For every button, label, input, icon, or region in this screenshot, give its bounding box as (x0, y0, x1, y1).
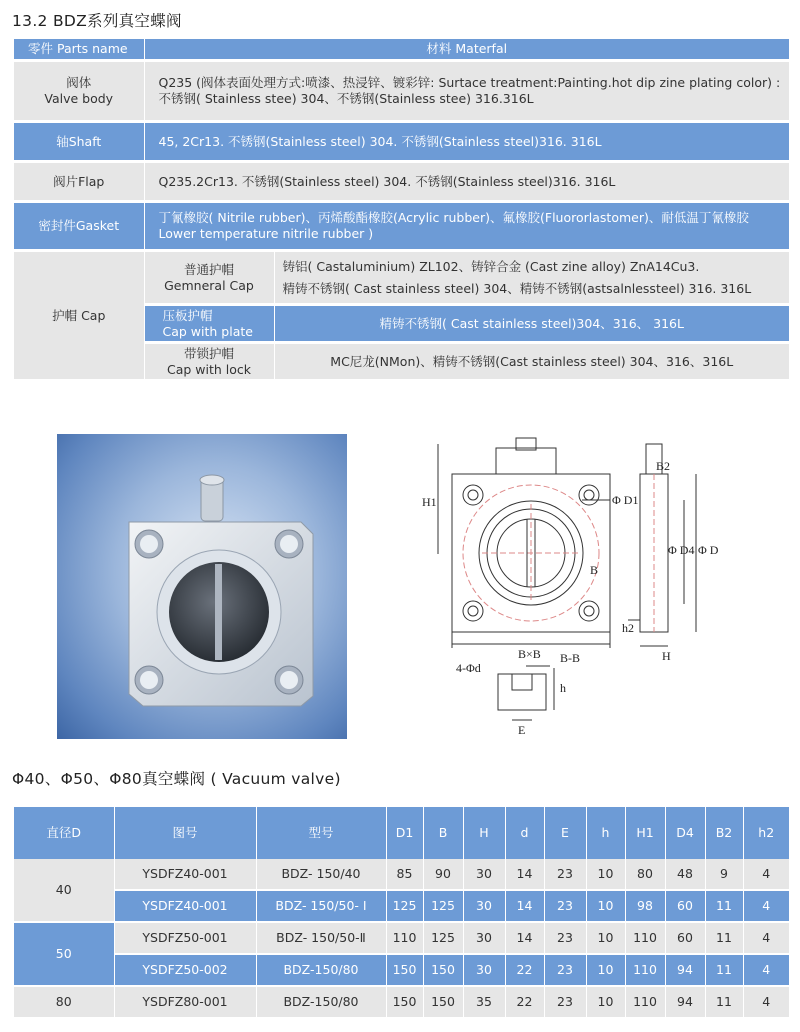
spec-cell: 80 (625, 859, 665, 890)
spec-cell: 30 (463, 954, 505, 986)
spec-diameter-cell: 80 (14, 986, 114, 1018)
cap-material (274, 251, 790, 305)
spec-cell: 30 (463, 890, 505, 922)
spec-cell: 90 (423, 859, 463, 890)
spec-cell: 125 (423, 922, 463, 954)
product-photo (57, 434, 347, 739)
spec-cell: 150 (423, 954, 463, 986)
spec-cell: 10 (586, 922, 625, 954)
cap-material-line: 铸铝( Castaluminium) ZL102、铸锌合金 (Cast zine alloy) ZnA14Cu3. (282, 258, 700, 274)
spec-header-cell: H1 (625, 807, 665, 859)
spec-cell: YSDFZ80-001 (114, 986, 256, 1018)
material-row-flap (14, 162, 790, 202)
dim-e: E (518, 723, 526, 737)
spec-cell: 94 (665, 954, 705, 986)
spec-cell: 23 (544, 954, 586, 986)
dim-d: Φ D (698, 543, 719, 557)
spec-header-cell: B2 (705, 807, 743, 859)
section-label: B-B (560, 651, 581, 665)
spec-cell: 94 (665, 986, 705, 1018)
spec-cell: 150 (386, 954, 423, 986)
spec-cell: 14 (505, 859, 544, 890)
spec-cell: 48 (665, 859, 705, 890)
materials-table (14, 39, 790, 382)
dim-d1: Φ D1 (612, 493, 639, 507)
material-row-valve-body (14, 61, 790, 122)
material-header: 材料 Materfal (144, 39, 790, 61)
dim-h2: h2 (622, 621, 634, 635)
spec-header-cell: h2 (743, 807, 790, 859)
cap-type-en: Cap with plate (162, 323, 253, 339)
spec-header-cell: 型号 (256, 807, 386, 859)
spec-header-cell: D1 (386, 807, 423, 859)
material-text: Q235.2Cr13. 不锈钢(Stainless steel) 304. 不锈钢(Stainless steel)316. 316L (144, 162, 790, 202)
spec-cell: 4 (743, 986, 790, 1018)
spec-cell: 9 (705, 859, 743, 890)
spec-cell: 23 (544, 922, 586, 954)
spec-header-row (14, 807, 790, 859)
spec-cell: BDZ-150/80 (256, 954, 386, 986)
spec-cell: 10 (586, 954, 625, 986)
cap-type (144, 251, 274, 305)
material-row-gasket (14, 202, 790, 251)
materials-header-row (14, 39, 790, 61)
dim-H: H (662, 649, 671, 663)
part-name: 轴Shaft (14, 122, 144, 162)
spec-row (14, 922, 790, 954)
spec-row (14, 859, 790, 890)
spec-cell: 4 (743, 922, 790, 954)
dim-d4: Φ D4 (668, 543, 695, 557)
spec-cell: 11 (705, 954, 743, 986)
spec-cell: 11 (705, 986, 743, 1018)
dim-small-h: h (560, 681, 566, 695)
spec-cell: 4 (743, 890, 790, 922)
spec-cell: 23 (544, 859, 586, 890)
cap-type (144, 343, 274, 381)
section-title: 13.2 BDZ系列真空蝶阀 (12, 12, 182, 30)
spec-cell: 23 (544, 986, 586, 1018)
spec-header-cell: d (505, 807, 544, 859)
dim-h1: H1 (422, 495, 437, 509)
dim-bxb: B×B (518, 647, 541, 661)
spec-cell: 10 (586, 890, 625, 922)
part-name-en: Valve body (44, 91, 114, 106)
spec-cell: 60 (665, 922, 705, 954)
cap-type-en: Gemneral Cap (164, 277, 254, 293)
spec-cell: 22 (505, 986, 544, 1018)
spec-row (14, 890, 790, 922)
material-text: Q235 (阀体表面处理方式:喷漆、热浸锌、镀彩锌: Surtace treatment:Painting.hot dip zine plating color) :不锈钢( Stainless stee) 304、不锈钢(Stainless stee) 316.316L (144, 61, 790, 122)
part-name: 密封件Gasket (14, 202, 144, 251)
spec-cell: 110 (386, 922, 423, 954)
material-row-cap-general (14, 251, 790, 305)
spec-table (14, 807, 790, 1019)
spec-cell: 4 (743, 954, 790, 986)
spec-cell: YSDFZ50-001 (114, 922, 256, 954)
spec-cell: 85 (386, 859, 423, 890)
dim-holes: 4-Φd (456, 661, 481, 675)
spec-cell: 30 (463, 922, 505, 954)
spec-cell: 110 (625, 954, 665, 986)
spec-cell: 60 (665, 890, 705, 922)
cap-material: 精铸不锈钢( Cast stainless steel)304、316、 316L (274, 305, 790, 343)
spec-cell: 98 (625, 890, 665, 922)
spec-cell: 4 (743, 859, 790, 890)
spec-header-cell: 直径D (14, 807, 114, 859)
spec-cell: 11 (705, 890, 743, 922)
spec-cell: 10 (586, 859, 625, 890)
spec-cell: BDZ- 150/50- Ⅰ (256, 890, 386, 922)
material-row-shaft (14, 122, 790, 162)
spec-cell: 23 (544, 890, 586, 922)
spec-cell: 125 (423, 890, 463, 922)
spec-cell: 35 (463, 986, 505, 1018)
spec-cell: YSDFZ50-002 (114, 954, 256, 986)
cap-type-en: Cap with lock (166, 361, 252, 377)
spec-header-cell: D4 (665, 807, 705, 859)
cap-type-cn: 压板护帽 (162, 307, 213, 323)
valve-photo-illustration (57, 434, 347, 739)
spec-cell: 150 (423, 986, 463, 1018)
spec-cell: 150 (386, 986, 423, 1018)
section-title: Φ40、Φ50、Φ80真空蝶阀 ( Vacuum valve) (12, 770, 341, 788)
spec-diameter-cell: 50 (14, 922, 114, 986)
cap-type-cn: 带锁护帽 (183, 345, 234, 361)
part-name-cn: 阀体 (66, 75, 92, 90)
spec-cell: 125 (386, 890, 423, 922)
spec-header-cell: h (586, 807, 625, 859)
material-text: 丁氰橡胶( Nitrile rubber)、丙烯酸酯橡胶(Acrylic rubber)、氟橡胶(Fluororlastomer)、耐低温丁氰橡胶 Lower temperature nitrile rubber ) (144, 202, 790, 251)
cap-material: MC尼龙(NMon)、精铸不锈钢(Cast stainless steel) 304、316、316L (274, 343, 790, 381)
part-name (14, 61, 144, 122)
spec-row (14, 954, 790, 986)
spec-diameter-cell: 40 (14, 859, 114, 922)
spec-cell: YSDFZ40-001 (114, 890, 256, 922)
spec-cell: 14 (505, 890, 544, 922)
spec-header-cell: H (463, 807, 505, 859)
spec-cell: 22 (505, 954, 544, 986)
technical-drawing (400, 434, 730, 739)
cap-type-cn: 普通护帽 (183, 261, 234, 277)
spec-header-cell: 图号 (114, 807, 256, 859)
spec-cell: BDZ- 150/40 (256, 859, 386, 890)
spec-cell: YSDFZ40-001 (114, 859, 256, 890)
part-name: 阀片Flap (14, 162, 144, 202)
spec-cell: 10 (586, 986, 625, 1018)
spec-cell: 110 (625, 986, 665, 1018)
spec-header-cell: E (544, 807, 586, 859)
spec-cell: 110 (625, 922, 665, 954)
parts-name-header: 零件 Parts name (14, 39, 144, 61)
cap-type (144, 305, 274, 343)
material-text: 45, 2Cr13. 不锈钢(Stainless steel) 304. 不锈钢(Stainless steel)316. 316L (144, 122, 790, 162)
spec-row (14, 986, 790, 1018)
spec-cell: 11 (705, 922, 743, 954)
spec-header-cell: B (423, 807, 463, 859)
valve-dimension-drawing (400, 434, 730, 739)
spec-cell: 30 (463, 859, 505, 890)
part-name-cap: 护帽 Cap (14, 251, 144, 381)
cap-material-line: 精铸不锈钢( Cast stainless steel) 304、精铸不锈钢(astsalnlessteel) 316. 316L (282, 280, 752, 296)
spec-cell: BDZ- 150/50-Ⅱ (256, 922, 386, 954)
spec-cell: BDZ-150/80 (256, 986, 386, 1018)
dim-b: B (590, 563, 599, 577)
spec-cell: 14 (505, 922, 544, 954)
dim-b2: B2 (656, 459, 671, 473)
